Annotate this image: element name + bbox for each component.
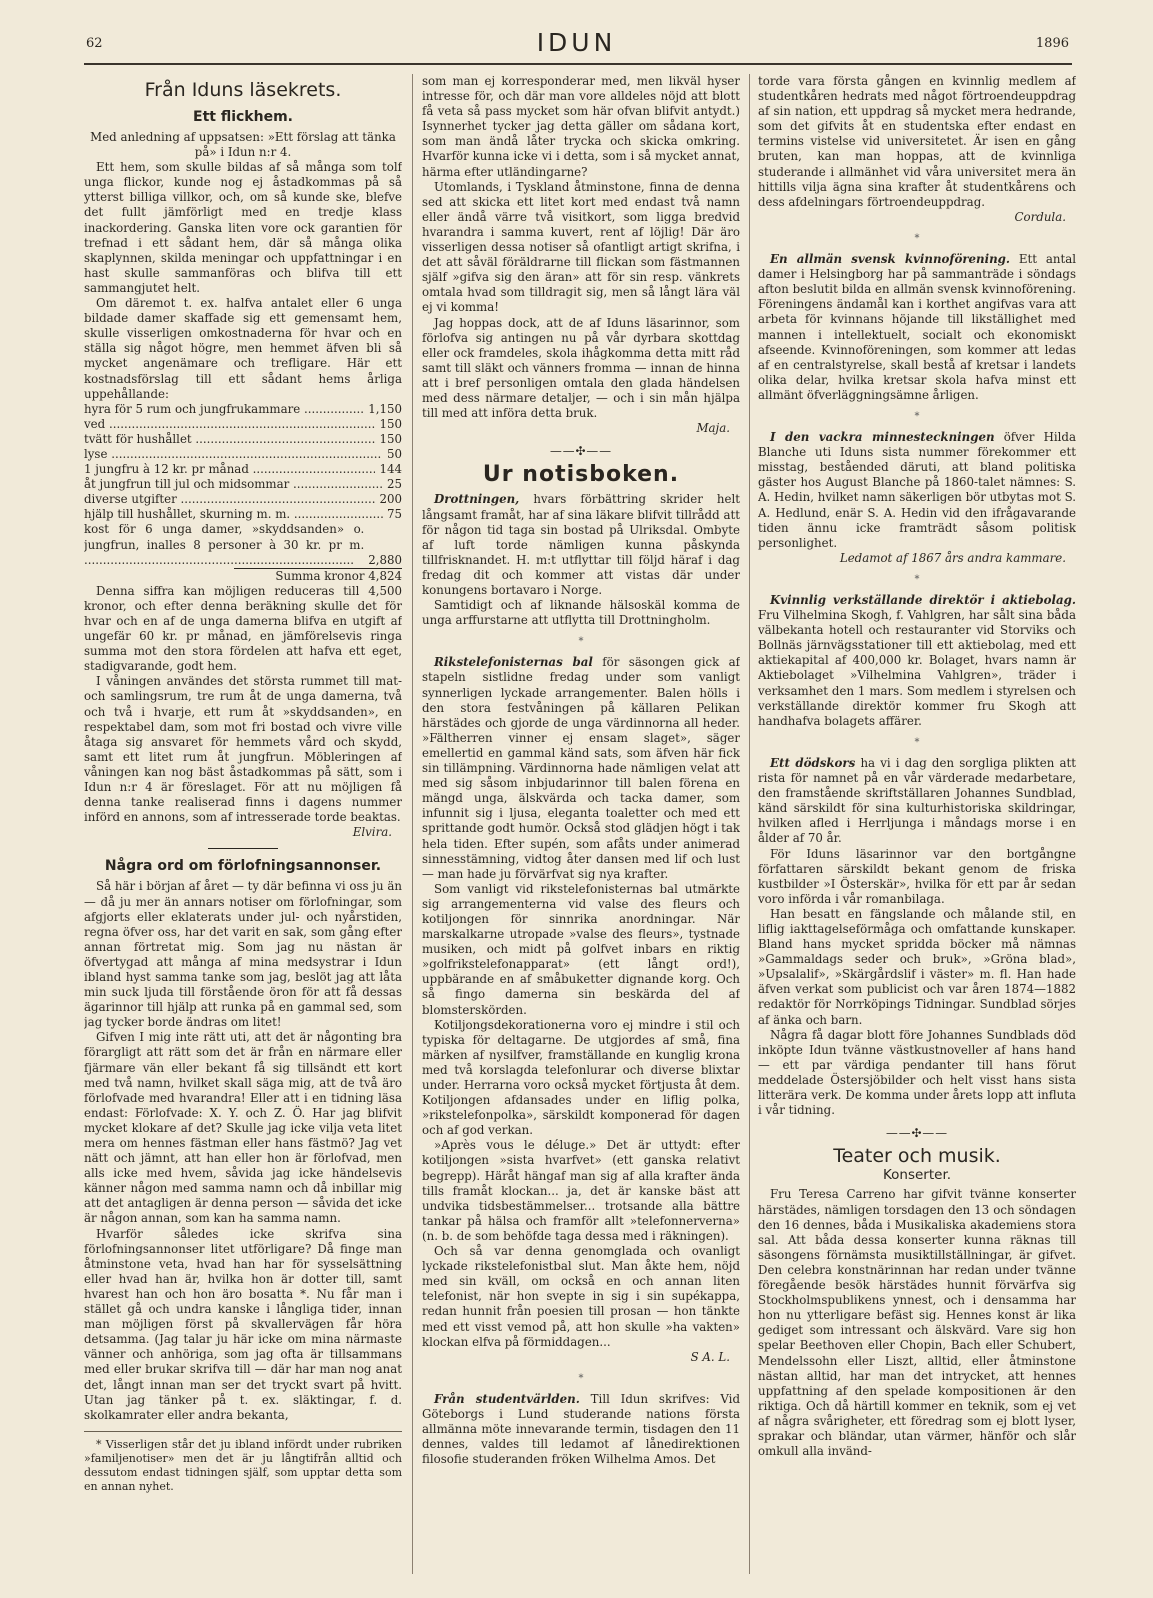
notice-lead: Från studentvärlden. — [434, 1391, 580, 1406]
notice-lead: Ett dödskors — [770, 755, 856, 770]
star-divider: * — [914, 573, 920, 585]
notice-lead: En allmän svensk kvinnoförening. — [770, 252, 1011, 267]
expense-row — [84, 432, 402, 447]
notice-lead: Drottningen, — [434, 492, 520, 507]
ornament-divider: ——✣—— — [549, 444, 613, 459]
column-divider — [412, 74, 413, 1574]
star-divider: * — [914, 232, 920, 244]
expense-row — [84, 447, 402, 462]
masthead-title: IDUN — [536, 28, 617, 57]
expense-label: ved ..... — [84, 417, 375, 432]
section-title: Ur notisboken. — [482, 462, 680, 488]
notice-text: öfver Hilda Blanche uti Iduns sista nummer förekommer ett misstag, beståended däruti, att bland politiska gäster hos August Blanche på 1860-talet nämnes: S. A. Hedin, hvilket namn säkerligen bör utbytas mot S. A. Hedlund, enär S. A. Hedin vid den ifrågavarande tiden ännu icke framträdt såsom politisk personlighet. — [758, 430, 1076, 550]
paragraph: som man ej korresponderar med, men likväl hyser intresse för, och där man vore alldeles nöjd att blott få veta så pass mycket som här ofvan blifvit antydt.) Isynnerhet tycker jag detta gäller om sådana kort, som man ändå låter trycka och skicka omkring. Hvarför kunna icke vi i detta, som i så mycket annat, härma efter utländingarne? — [422, 74, 740, 179]
paragraph: Hvarför således icke skrifva sina förlofningsannonser litet utförligare? Då finge man åtminstone veta, hvad han har för sysselsättning eller hvad han är, hvilka hon är dotter till, samt hvarest han och hon äro bosatta *. Nu får man i stället gå och undra kanske i långliga tider, innan man möjligen först på skvallervägen får höra detsamma. (Jag talar ju här icke om mina närmaste vänner och anhöriga, som jag ofta är tillsammans med eller brukar skrifva till — där har man nog anat det, långt innan man ser det tryckt svart på hvitt. Utan jag tänker på t. ex. släktingar, f. d. skolkamrater eller andra bekanta, — [84, 1226, 402, 1422]
expense-table — [84, 402, 402, 584]
footnote: * Visserligen står det ju ibland infördt under rubriken »familjenotiser» men det är ju långtifrån alltid och dessutom endast tidningen själf, som upptar detta som en annan nyhet. — [84, 1431, 402, 1494]
expense-sum: Summa kronor 4,824 — [234, 568, 402, 584]
notice-text: Fru Vilhelmina Skogh, f. Vahlgren, har sålt sina båda välbekanta hotell och restauranter vid Storviks och Bollnäs järnvägsstationer till ett aktiebolag, med ett aktiekapital af 400,000 kr. Bolaget, hvars namn är Aktiebolaget »Vilhelmina Vahlgren», träder i verksamhet den 1 mars. Som medlem i styrelsen och verkställande direktör kommer fru Skogh att handhafva bolagets affärer. — [758, 608, 1076, 728]
notice-text: för säsongen gick af stapeln sistlidne fredag under som vanligt synnerligen lyckade arrangementer. Balen hölls i den stora festvåningen på källaren Pelikan härstädes och gjorde de unga värdinnorna all heder. »Fältherren vinner ej ensam slaget», säger emellertid en gammal känd sats, som äfven här fick sin tillämpning. Värdinnorna hade nämligen velat att med sig såsom inbjudarinnor till balen förena en mängd unga, älskvärda och tacka damer, som infunnit sig i ljusa, eleganta toaletter och med ett sprittande godt humör. Också stod glädjen högt i tak hela tiden. Efter supén, som afåts under animerad sinnesstämning, vidtog åter dansen med lif och lust — man hade ju förvärfvat sig nya krafter. — [422, 655, 740, 881]
column-3 — [758, 74, 1076, 1574]
expense-amount: 144 — [379, 462, 402, 477]
paragraph: torde vara första gången en kvinnlig medlem af studentkåren hedrats med något förtroendeuppdrag af sin nation, ett uppdrag så mycket mera hedrande, som det gifvits åt en studentska efter endast en termins vistelse vid universitetet. Är isen en gång bruten, kan man hoppas, att de kvinnliga studerande i allmänhet vid våra universitet mera än hittills vilja ägna sina krafter åt studentkårens och dess afdelningars förtroendeuppdrag. — [758, 74, 1076, 209]
notice-text: Till Idun skrifves: Vid Göteborgs i Lund studerande nations första allmänna möte innevarande termin, tisdagen den 11 dennes, valdes till ledamot af lånedirektionen filosofie studeranden fröken Wilhelma Amos. Det — [422, 1391, 740, 1467]
signature: Cordula. — [1014, 209, 1066, 224]
expense-row — [84, 417, 402, 432]
divider — [208, 848, 278, 849]
expense-amount: 2,880 — [368, 552, 402, 567]
expense-row — [84, 492, 402, 507]
expense-row — [84, 402, 402, 417]
expense-label: lyse ..... — [84, 447, 383, 462]
expense-amount: 150 — [379, 416, 402, 431]
column-2 — [422, 74, 740, 1574]
expense-amount: 75 — [386, 507, 402, 522]
article-title: Några ord om förlofningsannonser. — [104, 858, 382, 875]
signature: Maja. — [696, 421, 730, 436]
article-intro: Med anledning af uppsatsen: »Ett förslag att tänka på» i Idun n:r 4. — [90, 130, 396, 160]
star-divider: * — [914, 410, 920, 422]
paragraph: Gifven I mig inte rätt uti, att det är någonting bra förargligt att rätt som det är från en närmare eller fjärmare vän eller bekant få sig tillsändt ett kort med två namn, hvilket skall säga mig, att de två äro förlofvade med hvarandra! Eller att i en tidning läsa endast: Förlofvade: X. Y. och Z. Ö. Har jag blifvit mycket klokare af det? Skulle jag icke vilja veta litet mera om hennes fästman eller hans fästmö? Jag vet nätt och jämnt, att han eller hon är förlofvad, men alls icke med hvem, såvida jag icke händelsevis känner någon med samma namn och då inbillar mig att det antagligen är denna person — såvida det icke är någon annan, som kan ha samma namn. — [84, 1030, 402, 1226]
paragraph: »Après vous le déluge.» Det är uttydt: efter kotiljongen »sista hvarfvet» (ett ganska relativt begrepp). Häråt hängaf man sig af alla krafter ända tills framåt klockan... ja, det är kanske bäst att undvika tidsbestämmelser... trotsande alla bättre tankar på hälsa och framför allt »telefonnerverna» (n. b. de som behöfde taga dessa med i räkningen). — [422, 1138, 740, 1243]
signature: Elvira. — [352, 825, 392, 840]
paragraph: Några få dagar blott före Johannes Sundblads död inköpte Idun tvänne västkustnoveller af hans hand — ett par värdiga pendanter till hans förut meddelade Östersjöbilder och helt visst hans sista litterära verk. De komma under årets lopp att influta i vår tidning. — [758, 1027, 1076, 1118]
expense-amount: 200 — [379, 492, 402, 507]
expense-label: hyra för 5 rum och jungfrukammare ..... — [84, 402, 364, 417]
ornament-divider: ——✣—— — [885, 1126, 949, 1141]
expense-row — [84, 477, 402, 492]
paragraph: Utomlands, i Tyskland åtminstone, finna de denna sed att skicka ett litet kort med endast två namn eller ändå värre två visitkort, som ligga bredvid hvarandra i samma kuvert, rent af löjlig! Där äro visserligen dessa notiser så ofantligt artigt skrifna, i det att såväl föräldrarne till flickan som fästmannen själf »gifva sig den äran» att för sin resp. vänkrets omtala hvad som tilldragit sig, men så långt lära väl ej vi komma! — [422, 179, 740, 315]
expense-label: kost för 6 unga damer, »skyddsanden» o. jungfrun, inalles 8 personer à 30 kr. pr m. ..... — [84, 522, 364, 567]
paragraph: Så här i början af året — ty där befinna vi oss ju än — då ju mer än annars notiser om förlofningar, som afgjorts eller eklaterats under jul- och nyårstiden, regna öfver oss, har det varit en sak, som gång efter annan förtretat mig. Som jag nu nästan är öfvertygad att många af mina medsystrar i Idun ibland hyst samma tanke som jag, beslöt jag att låta min suck ljuda till förstående öron för att få dessas ägarinnor till hjälp att runka på en gammal sed, som jag tycker borde ändras om litet! — [84, 879, 402, 1030]
expense-label: tvätt för hushållet ..... — [84, 432, 375, 447]
expense-label: åt jungfrun till jul och midsommar ..... — [84, 477, 383, 492]
paragraph: Samtidigt och af liknande hälsoskäl komma de unga arffurstarne att utflytta till Drottningholm. — [422, 598, 740, 628]
notice-text: hvars förbättring skrider helt långsamt framåt, har af sina läkare blifvit tillrådd att för någon tid taga sin bostad på Ulriksdal. Ombyte af luft torde nämligen kunna påskynda tillfrisknandet. H. m:t utflyttar till följd häraf i dag fredag dit och kommer att vistas där under konungens bortavaro i Norge. — [422, 492, 740, 597]
expense-row — [84, 462, 402, 477]
paragraph: För Iduns läsarinnor var den bortgångne författaren särskildt bekant genom de friska kustbilder »I Österskär», hvilka för ett par år sedan voro införda i vår romanbilaga. — [758, 846, 1076, 906]
paragraph: Ett hem, som skulle bildas af så många som tolf unga flickor, kunde nog ej åstadkommas på så ytterst billiga villkor, och, om så kunde ske, blefve det fullt jämförligt med en tredje klass inackordering. Ganska liten vore ock garantien för trefnad i ett sådant hem, där så många olika skaplynnen, skilda meningar och uppfattningar i en hast skulle sammanföras och blifva till ett sammangjutet helt. — [84, 160, 402, 295]
paragraph: Denna siffra kan möjligen reduceras till 4,500 kronor, och efter denna beräkning skulle det för hvar och en af de unga damerna blifva en utgift af ungefär 60 kr. pr månad, en jämförelsevis ringa summa mot den stora fördelen att hafva ett eget, stadigvarande, godt hem. — [84, 583, 402, 674]
notice-text: ha vi i dag den sorgliga plikten att rista för namnet på en vår värderade medarbetare, den framstående skriftställaren Johannes Sundblad, känd särskildt för sina kulturhistoriska skildringar, hvilken afled i Herrljunga i måndags morse i en ålder af 70 år. — [758, 755, 1076, 846]
expense-row — [84, 507, 402, 522]
subsection-title: Konserter. — [882, 1167, 952, 1184]
page-number: 62 — [86, 36, 103, 51]
signature: S A. L. — [690, 1349, 730, 1364]
expense-label: diverse utgifter ..... — [84, 492, 375, 507]
paragraph: Han besatt en fängslande och målande stil, en liflig iakttagelseförmåga och omfattande kunskaper. Bland hans mycket spridda böcker må nämnas »Gammaldags seder och bruk», »Gröna blad», »Upsalalif», »Skärgårdslif i väster» m. fl. Han hade äfven verkat som publicist och var åren 1874—1882 redaktör för Norrköpings Tidningar. Sundblad sörjes af änka och barn. — [758, 906, 1076, 1027]
notice-lead: Rikstelefonisternas bal — [434, 655, 593, 670]
notice-lead: Kvinnlig verkställande direktör i aktiebolag. — [770, 593, 1076, 607]
column-divider — [749, 74, 750, 1574]
expense-amount: 1,150 — [368, 401, 402, 416]
paragraph: Jag hoppas dock, att de af Iduns läsarinnor, som förlofva sig antingen nu på vår dyrbara skottdag eller ock framdeles, skola ihågkomma detta mitt råd samt till släkt och vänners fromma — innan de hinna att i bref personligen omtala den glada händelsen med dess närmare detaljer, — och i sin mån hjälpa till med att införa detta bruk. — [422, 315, 740, 421]
section-title: Från Iduns läsekrets. — [144, 79, 342, 101]
article-title: Ett flickhem. — [193, 109, 293, 125]
expense-amount: 25 — [386, 477, 402, 492]
star-divider: * — [914, 736, 920, 748]
paragraph: I våningen användes det största rummet till mat- och samlingsrum, tre rum åt de unga damerna, två och två i hvarje, ett rum åt »skyddsanden», en respektabel dam, som mot fri bostad och vivre ville åtaga sig ansvaret för hemmets vård och skydd, samt ett litet rum åt jungfrun. Möbleringen af våningen kan nog bäst åstadkommas på sätt, som i Idun n:r 4 är föreslaget. För att nu möjligen få denna tanke realiserad finns i dagens nummer införd en annons, som af intresserade torde beaktas. — [84, 674, 402, 825]
star-divider: * — [578, 1372, 584, 1384]
paragraph: Och så var denna genomglada och ovanligt lyckade rikstelefonistbal slut. Man åkte hem, nöjd med sin kväll, om också en och annan liten telefonist, när hon svepte in sig i sin supékappa, redan hunnit från poesien till prosan — hon tänkte med ett visst vemod på, att hon skulle »ha vakten» klockan elfva på förmiddagen... — [422, 1244, 740, 1349]
notice-lead: I den vackra minnesteckningen — [770, 430, 995, 445]
section-title: Teater och musik. — [833, 1145, 1001, 1168]
header-rule — [84, 63, 1072, 65]
paragraph: Som vanligt vid rikstelefonisternas bal utmärkte sig arrangementerna vid valse des fleurs och kotiljongen för sinnrika anordningar. När marskalkarne utropade »valse des fleurs», tystnade musiken, och midt på golfvet inbars en riktig »golfrikstelefonapparat» (ett långt ord!), uppbärande en af småbuketter dignande korg. Och så fingo damerna sin beskärda del af blomsterskörden. — [422, 881, 740, 1017]
expense-label: hjälp till hushållet, skurning m. m. ..... — [84, 507, 383, 522]
paragraph: Fru Teresa Carreno har gifvit tvänne konserter härstädes, nämligen torsdagen den 13 och söndagen den 16 dennes, båda i Musikaliska akademiens stora sal. Att båda dessa konserter kunna räknas till säsongens förnämsta musiktillställningar, är gifvet. Den celebra konstnärinnan har redan under tvänne föregående besök härstädes hunnit förvärfva sig Stockholmspublikens ynnest, och i densamma har hon nu ytterligare befäst sig. Hennes konst är lika gediget som intressant och älskvärd. Vare sig hon spelar Beethoven eller Chopin, Bach eller Schubert, Mendelssohn eller Liszt, alltid, eller åtminstone nästan alltid, har man det intrycket, att hennes uppfattning af den spelade kompositionen är den riktiga. Och då härtill kommer en teknik, som ej vet af några svårigheter, ett föredrag som ej blott lyser, sprakar och bländar, utan värmer, hänför och slår omkull alla invänd- — [758, 1187, 1076, 1459]
paragraph: Kotiljongsdekorationerna voro ej mindre i stil och typiska för deltagarne. De utgjordes af små, fina märken af nysilfver, framställande en kunglig krona med två korslagda telefonlurar och diverse blixtar under. Herrarna voro också mycket förtjusta åt dem. Kotiljongen afdansades under en liflig polka, »rikstelefonpolka», särskildt komponerad för dagen och af god verkan. — [422, 1017, 740, 1138]
expense-row — [84, 522, 402, 567]
star-divider: * — [578, 636, 584, 648]
signature: Ledamot af 1867 års andra kammare. — [839, 550, 1066, 565]
expense-amount: 50 — [386, 446, 402, 461]
page-year: 1896 — [1035, 36, 1069, 51]
expense-label: 1 jungfru à 12 kr. pr månad ..... — [84, 462, 375, 477]
notice-text: Ett antal damer i Helsingborg har på sammanträde i söndags afton beslutit bilda en allmän svensk kvinnoförening. Föreningens ändamål kan i korthet angifvas vara att arbeta för kvinnans höjande till likställighet med mannen i intellektuelt, socialt och ekonomiskt afseende. Kvinnoföreningen, som kommer att ledas af en centralstyrelse, skall bestå af kretsar i landets olika delar, hvilka kretsar skola hafva minst ett allmänt öfverläggningsämne årligen. — [758, 252, 1076, 402]
paragraph: Om däremot t. ex. halfva antalet eller 6 unga bildade damer skaffade sig ett gemensamt hem, skulle visserligen omkostnaderna för hvar och en ställa sig något högre, men hemmet äfven bli så mycket angenämare och trefligare. Här ett kostnadsförslag till ett sådant hems årliga uppehållande: — [84, 296, 402, 401]
expense-amount: 150 — [379, 431, 402, 446]
column-1 — [84, 74, 402, 1574]
